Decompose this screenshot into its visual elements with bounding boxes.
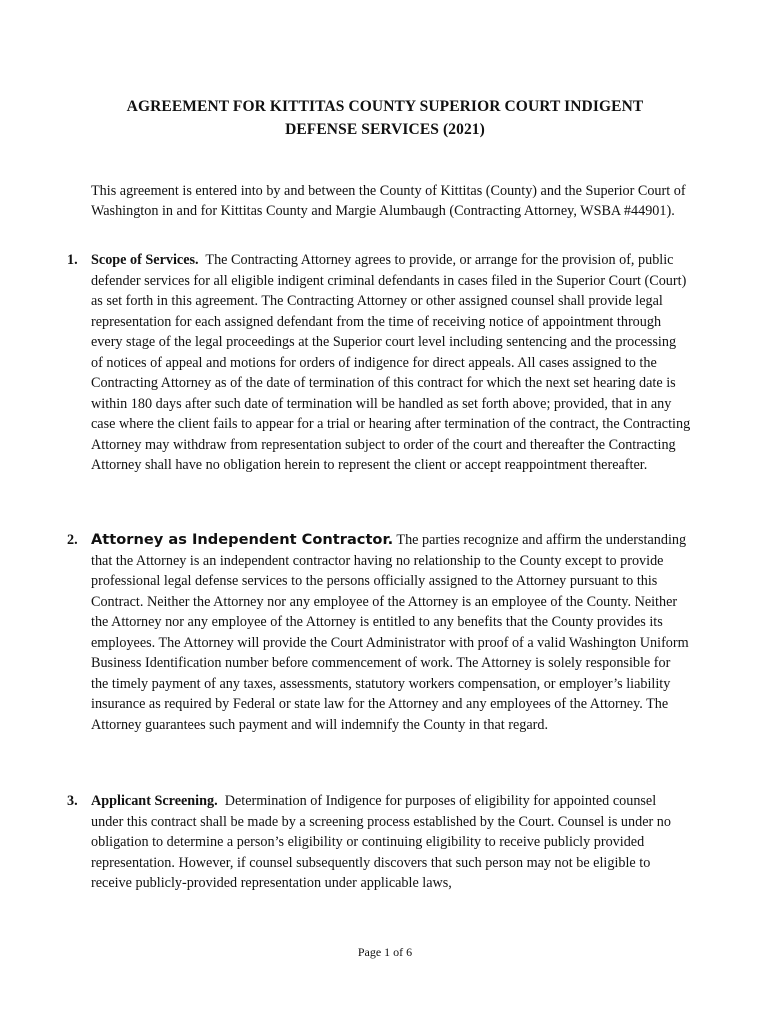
- section-scope-of-services: [67, 250, 697, 476]
- title-line-2: DEFENSE SERVICES (2021): [285, 121, 485, 138]
- section-number: 3.: [67, 793, 78, 809]
- section-body: [91, 250, 691, 476]
- section-heading: Attorney as Independent Contractor.: [91, 531, 394, 548]
- section-text: Determination of Indigence for purposes of eligibility for appointed counsel under this contract shall be made by a screening process established by the Court. Counsel is under no obligation to determine a person’s eligibility or continuing eligibility to receive publicly provided representation. However, if counsel subsequently discovers that such person may not be eligible to receive publicly-provided representation under applicable laws,: [91, 793, 671, 892]
- section-independent-contractor: [67, 530, 697, 735]
- section-body: [91, 530, 691, 735]
- section-heading: Scope of Services.: [91, 252, 199, 268]
- section-heading: Applicant Screening.: [91, 793, 218, 809]
- section-number: 1.: [67, 252, 78, 268]
- document-title: [60, 95, 710, 141]
- section-text: The Contracting Attorney agrees to provide, or arrange for the provision of, public defender services for all eligible indigent criminal defendants in cases filed in the Superior Court (Court) as set forth in this agreement. The Contracting Attorney or other assigned counsel shall provide legal representation for each assigned defendant from the time of receiving notice of appointment through every stage of the legal proceedings at the Superior court level including sentencing and the processing of notices of appeal and motions for orders of indigence for direct appeals. All cases assigned to the Contracting Attorney as of the date of termination of this contract for which the next set hearing date is within 180 days after such date of termination will be handled as set forth above; provided, that in any case where the client fails to appear for a trial or hearing after termination of the contract, the Contracting Attorney may withdraw from representation subject to order of the court and thereafter the Contracting Attorney shall have no obligation herein to represent the client or accept reappointment thereafter.: [91, 252, 691, 474]
- section-applicant-screening: [67, 791, 697, 894]
- section-text: The parties recognize and affirm the understanding that the Attorney is an independent contractor having no relationship to the County except to provide professional legal defense services to the persons officially assigned to the Attorney pursuant to this Contract. Neither the Attorney nor any employee of the Attorney is an employee of the County. Neither the Attorney nor any employee of the Attorney is entitled to any benefits that the County provides its employees. The Attorney will provide the Court Administrator with proof of a valid Washington Uniform Business Identification number before commencement of work. The Attorney is solely responsible for the timely payment of any taxes, assessments, statutory workers compensation, or employer’s liability insurance as required by Federal or state law for the Attorney and any employees of the Attorney. The Attorney guarantees such payment and will indemnify the County in that regard.: [91, 532, 689, 733]
- section-number: 2.: [67, 532, 78, 548]
- intro-paragraph: This agreement is entered into by and between the County of Kittitas (County) and the Superior Court of Washington in and for Kittitas County and Margie Alumbaugh (Contracting Attorney, WSBA #44901).: [91, 183, 686, 220]
- page-number-footer: Page 1 of 6: [357, 945, 413, 959]
- section-body: [91, 791, 691, 894]
- title-line-1: AGREEMENT FOR KITTITAS COUNTY SUPERIOR COURT INDIGENT: [126, 98, 644, 115]
